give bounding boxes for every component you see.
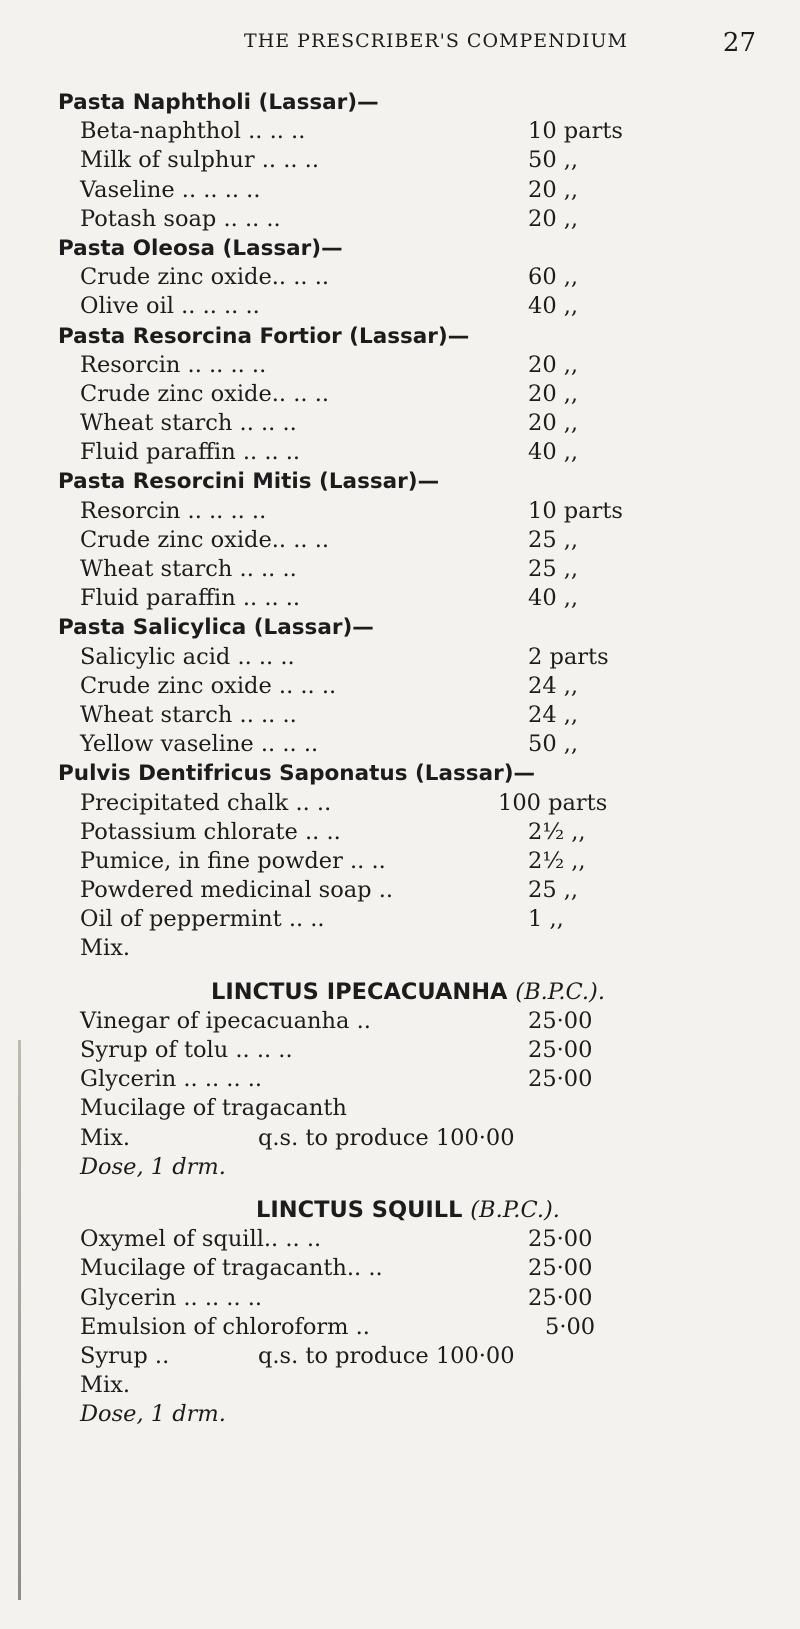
- ingredient-name: Crude zinc oxide .. .. ..: [80, 672, 337, 699]
- ingredient-row: [58, 380, 758, 409]
- ingredient-qty: 20 ,,: [528, 351, 579, 378]
- ingredient-qty: 40 ,,: [528, 439, 579, 466]
- page-number: 27: [722, 28, 756, 58]
- ingredient-row: [58, 1225, 758, 1254]
- section-heading: Pasta Oleosa (Lassar)—: [58, 235, 343, 261]
- ingredient-row: [58, 526, 758, 555]
- ingredient-name: Crude zinc oxide.. .. ..: [80, 264, 329, 291]
- ingredient-qty: 5·00: [545, 1313, 596, 1340]
- ingredient-name: Fluid paraffin .. .. ..: [80, 585, 301, 612]
- syrup-label: Syrup ..: [80, 1342, 170, 1369]
- ingredient-name: Powdered medicinal soap ..: [80, 877, 394, 904]
- section-heading: Pasta Salicylica (Lassar)—: [58, 615, 374, 641]
- ingredient-row: [58, 409, 758, 438]
- ingredient-qty: 100 parts: [498, 789, 608, 816]
- ingredient-row: [58, 789, 758, 818]
- running-head: [108, 30, 764, 80]
- section-heading: Pulvis Dentifricus Saponatus (Lassar)—: [58, 761, 536, 787]
- syrup-line: [58, 1342, 758, 1371]
- ingredient-qty: 1 ,,: [528, 906, 564, 933]
- ingredient-row: [58, 847, 758, 876]
- ingredient-qty: 2 parts: [528, 643, 609, 670]
- ingredient-name: Wheat starch .. .. ..: [80, 701, 297, 728]
- ingredient-name: Precipitated chalk .. ..: [80, 789, 332, 816]
- ingredient-name: Crude zinc oxide.. .. ..: [80, 526, 329, 553]
- ingredient-name: Oxymel of squill.. .. ..: [80, 1226, 322, 1253]
- ingredient-name: Crude zinc oxide.. .. ..: [80, 380, 329, 407]
- ingredient-qty: 25·00: [528, 1255, 593, 1282]
- ingredient-row: [58, 584, 758, 613]
- ingredient-row: [58, 1284, 758, 1313]
- ingredient-qty: 20 ,,: [528, 176, 579, 203]
- linctus-title: LINCTUS IPECACUANHA: [211, 978, 508, 1005]
- ingredient-row: [58, 176, 758, 205]
- ingredient-row: [58, 1036, 758, 1065]
- ingredient-qty: 20 ,,: [528, 410, 579, 437]
- spacer: [58, 964, 758, 978]
- ingredient-qty: 25 ,,: [528, 526, 579, 553]
- syrup-text: q.s. to produce 100·00: [258, 1342, 515, 1369]
- ingredient-name: Emulsion of chloroform ..: [80, 1313, 370, 1340]
- ingredient-row: [58, 701, 758, 730]
- ingredient-row: [58, 351, 758, 380]
- section-heading: Pasta Naphtholi (Lassar)—: [58, 90, 379, 115]
- running-title: THE PRESCRIBER'S COMPENDIUM: [244, 30, 628, 52]
- ingredient-row: [58, 438, 758, 467]
- ingredient-qty: 25·00: [528, 1037, 593, 1063]
- ingredient-name: Wheat starch .. .. ..: [80, 556, 297, 582]
- section-heading: Pasta Resorcina Fortior (Lassar)—: [58, 323, 470, 349]
- ingredient-row: [58, 905, 758, 934]
- ingredient-name: Potassium chlorate .. ..: [80, 818, 341, 845]
- ingredient-row: [58, 730, 758, 759]
- ingredient-name: Yellow vaseline .. .. ..: [80, 731, 319, 758]
- section-heading: Pasta Resorcini Mitis (Lassar)—: [58, 469, 440, 495]
- ingredient-qty: 40 ,,: [528, 585, 579, 612]
- ingredient-row: [58, 555, 758, 584]
- ingredient-name: Vinegar of ipecacuanha ..: [80, 1007, 371, 1034]
- ingredient-qty: 25·00: [528, 1007, 593, 1034]
- mix-label: Mix.: [80, 1124, 131, 1151]
- ingredient-row: [58, 117, 758, 146]
- ingredient-name: Salicylic acid .. .. ..: [80, 643, 295, 670]
- ingredient-name: Olive oil .. .. .. ..: [80, 293, 260, 320]
- ingredient-qty: 50 ,,: [528, 147, 579, 174]
- ingredient-name: Resorcin .. .. .. ..: [80, 497, 267, 524]
- margin-rule: [18, 1040, 21, 1600]
- mix-instruction: Mix.: [80, 1372, 131, 1399]
- dose-line: Dose, 1 drm.: [80, 1401, 226, 1428]
- ingredient-name: Fluid paraffin .. .. ..: [80, 439, 301, 466]
- ingredient-qty: 10 parts: [528, 118, 623, 145]
- ingredient-qty: 24 ,,: [528, 672, 579, 699]
- ingredient-row: [58, 876, 758, 905]
- formulary-content: [58, 88, 758, 1429]
- mix-text: q.s. to produce 100·00: [258, 1124, 515, 1151]
- ingredient-row: [58, 146, 758, 175]
- ingredient-name: Milk of sulphur .. .. ..: [80, 147, 319, 174]
- pharmacopoeia-ref: (B.P.C.).: [470, 1196, 560, 1223]
- ingredient-name: Beta-naphthol .. .. ..: [80, 118, 306, 145]
- ingredient-name: Oil of peppermint .. ..: [80, 906, 325, 933]
- ingredient-row: [58, 497, 758, 526]
- ingredient-qty: 2½ ,,: [528, 847, 586, 874]
- ingredient-row: [58, 672, 758, 701]
- dose-line: Dose, 1 drm.: [80, 1153, 226, 1180]
- mix-instruction: Mix.: [80, 935, 131, 962]
- ingredient-qty: 60 ,,: [528, 264, 579, 291]
- ingredient-qty: 40 ,,: [528, 293, 579, 320]
- ingredient-row: [58, 292, 758, 321]
- ingredient-name: Mucilage of tragacanth: [80, 1095, 347, 1122]
- ingredient-row: [58, 1065, 758, 1094]
- ingredient-qty: 24 ,,: [528, 701, 579, 728]
- pharmacopoeia-ref: (B.P.C.).: [515, 978, 605, 1005]
- ingredient-qty: 10 parts: [528, 497, 623, 524]
- ingredient-name: Vaseline .. .. .. ..: [80, 176, 261, 203]
- ingredient-name: Potash soap .. .. ..: [80, 205, 281, 232]
- ingredient-row: [58, 1094, 758, 1123]
- ingredient-name: Mucilage of tragacanth.. ..: [80, 1255, 383, 1282]
- ingredient-qty: 25·00: [528, 1226, 593, 1253]
- ingredient-qty: 25 ,,: [528, 877, 579, 904]
- ingredient-name: Pumice, in fine powder .. ..: [80, 847, 386, 874]
- ingredient-row: [58, 1254, 758, 1283]
- ingredient-row: [58, 1007, 758, 1036]
- ingredient-qty: 2½ ,,: [528, 818, 586, 845]
- ingredient-row: [58, 643, 758, 672]
- ingredient-qty: 20 ,,: [528, 380, 579, 407]
- spacer: [58, 1182, 758, 1196]
- ingredient-row: [58, 263, 758, 292]
- ingredient-name: Resorcin .. .. .. ..: [80, 351, 267, 378]
- ingredient-name: Wheat starch .. .. ..: [80, 410, 297, 437]
- ingredient-row: [58, 205, 758, 234]
- ingredient-qty: 20 ,,: [528, 205, 579, 232]
- ingredient-qty: 25 ,,: [528, 556, 579, 582]
- mix-line: [58, 1124, 758, 1153]
- ingredient-qty: 25·00: [528, 1284, 593, 1311]
- ingredient-qty: 25·00: [528, 1066, 593, 1093]
- ingredient-name: Syrup of tolu .. .. ..: [80, 1037, 293, 1063]
- linctus-squill-title: [58, 1196, 758, 1225]
- ingredient-name: Glycerin .. .. .. ..: [80, 1284, 263, 1311]
- ingredient-row: [58, 818, 758, 847]
- linctus-title: LINCTUS SQUILL: [256, 1196, 463, 1223]
- ingredient-qty: 50 ,,: [528, 731, 579, 758]
- linctus-ipecacuanha-title: [58, 978, 758, 1007]
- ingredient-row: [58, 1313, 758, 1342]
- ingredient-name: Glycerin .. .. .. ..: [80, 1066, 263, 1093]
